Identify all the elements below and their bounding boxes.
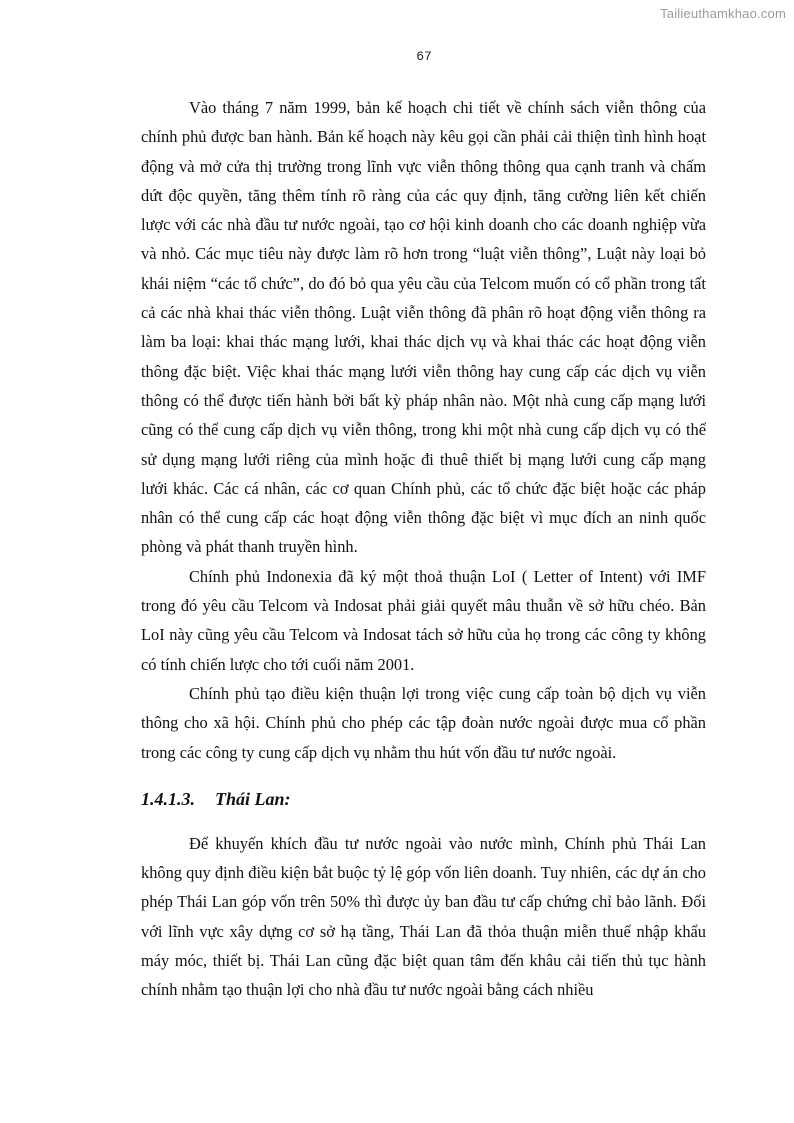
paragraph-loi-imf: Chính phủ Indonexia đã ký một thoả thuận LoI ( Letter of Intent) với IMF trong đó yêu cầu Telcom và Indosat phải giải quyết mâu thuẫn về sở hữu chéo. Bản LoI này cũng yêu cầu Telcom và Indosat tách sở hữu của họ trong các công ty không có tính chiến lược cho tới cuối năm 2001. (141, 566, 706, 674)
paragraph-thailand: Để khuyến khích đầu tư nước ngoài vào nước mình, Chính phủ Thái Lan không quy định điều kiện bắt buộc tỷ lệ góp vốn liên doanh. Tuy nhiên, các dự án cho phép Thái Lan góp vốn trên 50% thì được ủy ban đầu tư cấp chứng chỉ bảo lãnh. Đối với lĩnh vực xây dựng cơ sở hạ tầng, Thái Lan đã thỏa thuận miễn thuế nhập khẩu máy móc, thiết bị. Thái Lan cũng đặc biệt quan tâm đến khâu cải tiến thủ tục hành chính nhằm tạo thuận lợi cho nhà đầu tư nước ngoài bằng cách nhiều (141, 833, 706, 1000)
section-heading (141, 786, 706, 812)
document-body (141, 93, 706, 1005)
section-title: Thái Lan: (215, 788, 291, 809)
section-number: 1.4.1.3. (141, 788, 195, 809)
paragraph-government-support: Chính phủ tạo điều kiện thuận lợi trong việc cung cấp toàn bộ dịch vụ viễn thông cho xã hội. Chính phủ cho phép các tập đoàn nước ngoài được mua cổ phần trong các công ty cung cấp dịch vụ nhằm thu hút vốn đầu tư nước ngoài. (141, 683, 706, 762)
watermark: Tailieuthamkhao.com (660, 6, 786, 21)
page-number: 67 (416, 49, 432, 64)
paragraph-telecom-policy: Vào tháng 7 năm 1999, bản kế hoạch chi tiết về chính sách viễn thông của chính phủ được ban hành. Bản kế hoạch này kêu gọi cần phải cải thiện tình hình hoạt động và mở cửa thị trường trong lĩnh vực viễn thông thông qua cạnh tranh và chấm dứt độc quyền, tăng thêm tính rõ ràng của các quy định, tăng cường liên kết chiến lược với các nhà đầu tư nước ngoài, tạo cơ hội kinh doanh cho các doanh nghiệp vừa và nhỏ. Các mục tiêu này được làm rõ hơn trong “luật viễn thông”, Luật này loại bỏ khái niệm “các tổ chức”, do đó bỏ qua yêu cầu của Telcom muốn có cổ phần trong tất cả các nhà khai thác viễn thông. Luật viễn thông đã phân rõ hoạt động viễn thông ra làm ba loại: khai thác mạng lưới, khai thác dịch vụ và khai thác các hoạt động viễn thông đặc biệt. Việc khai thác mạng lưới viễn thông hay cung cấp các dịch vụ viễn thông có thể được tiến hành bởi bất kỳ pháp nhân nào. Một nhà cung cấp mạng lưới cũng có thể cung cấp dịch vụ viễn thông, trong khi một nhà cung cấp dịch vụ có thể sử dụng mạng lưới riêng của mình hoặc đi thuê thiết bị mạng lưới cung cấp mạng lưới khác. Các cá nhân, các cơ quan Chính phủ, các tổ chức đặc biệt hoặc các pháp nhân có thể cung cấp các hoạt động viễn thông đặc biệt vì mục đích an ninh quốc phòng và phát thanh truyền hình. (141, 98, 706, 557)
